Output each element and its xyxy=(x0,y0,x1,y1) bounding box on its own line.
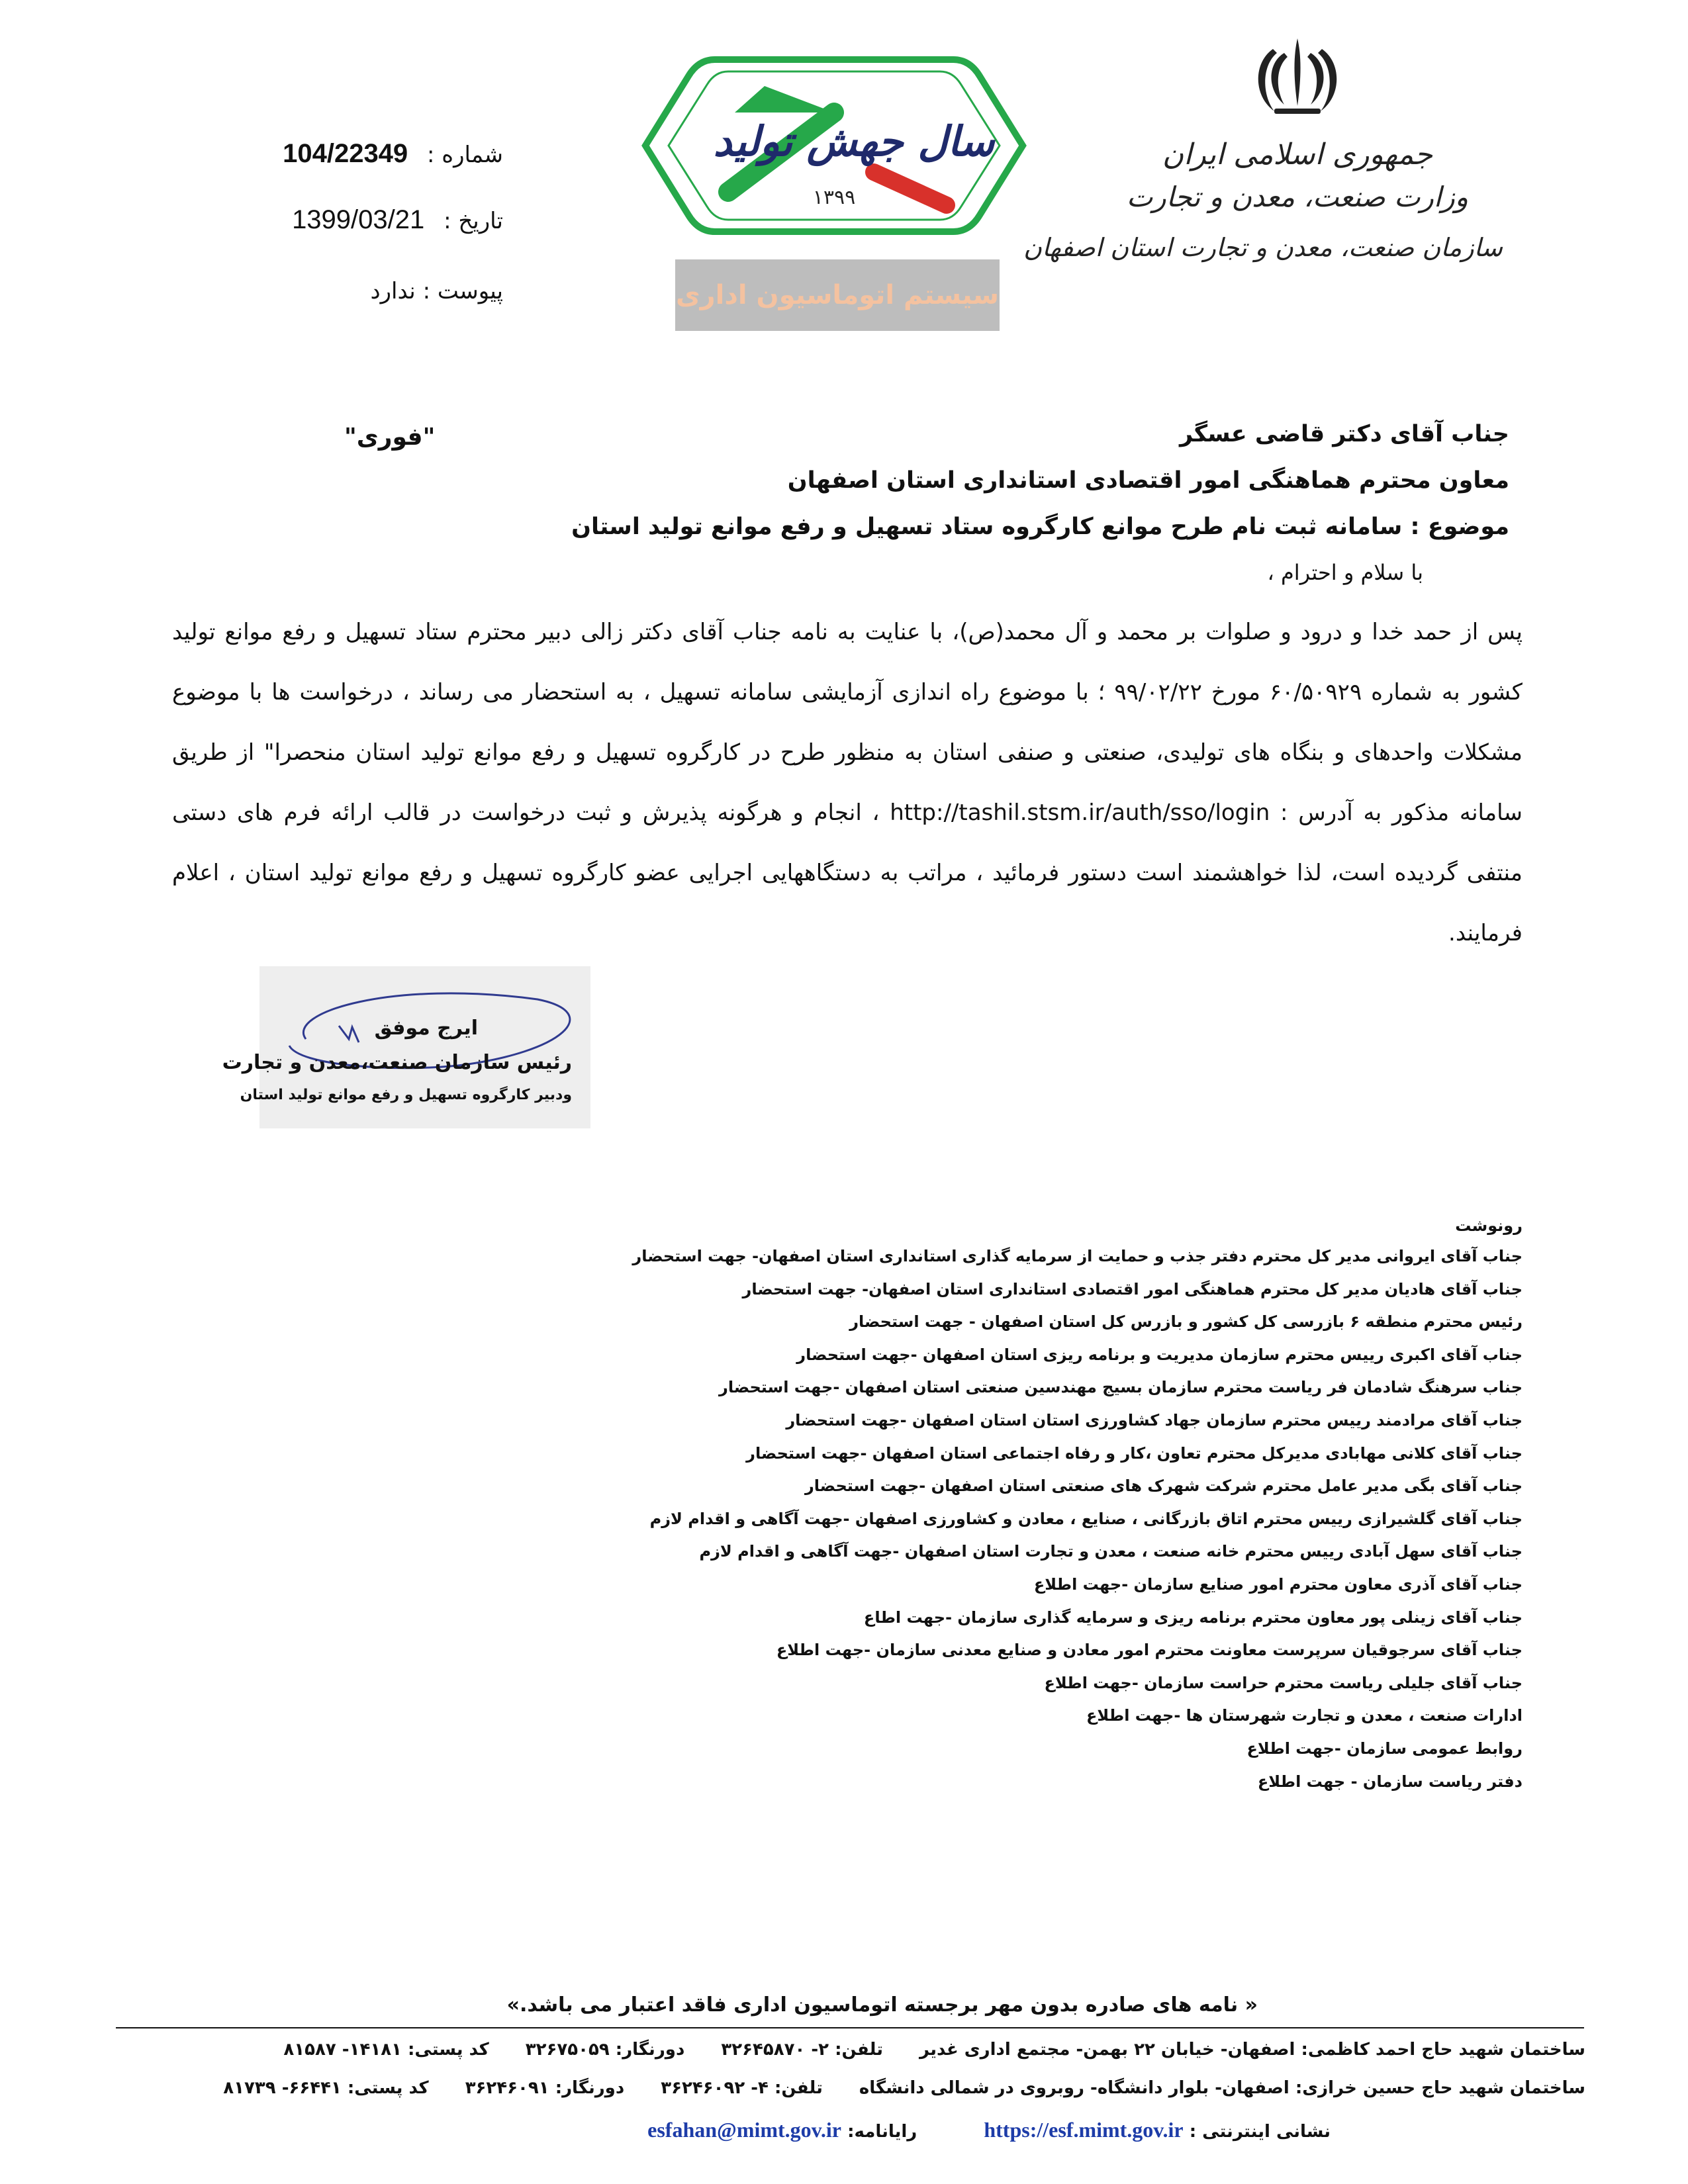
footer-note: « نامه های صادره بدون مهر برجسته اتوماسیون اداری فاقد اعتبار می باشد.» xyxy=(506,1993,1258,2017)
greeting: با سلام و احترام ، xyxy=(1267,560,1423,585)
footer-contacts xyxy=(647,2118,1331,2142)
letter-number-label: شماره : xyxy=(427,142,503,168)
addressee-title: معاون محترم هماهنگی امور اقتصادی استانداری استان اصفهان xyxy=(787,467,1509,494)
letter-subject: موضوع : سامانه ثبت نام طرح موانع کارگروه ستاد تسهیل و رفع موانع تولید استان xyxy=(571,514,1509,540)
copies-heading: رونوشت xyxy=(1455,1216,1523,1235)
list-item: جناب آقای سهل آبادی رییس محترم خانه صنعت ، معدن و تجارت استان اصفهان -جهت آگاهی و اقدام لازم xyxy=(699,1542,1523,1561)
letter-number xyxy=(225,139,503,169)
letter-date xyxy=(225,205,503,235)
list-item: جناب آقای مرادمند رییس محترم سازمان جهاد کشاورزی استان استان اصفهان -جهت استحضار xyxy=(786,1410,1523,1430)
footer-fax-2: دورنگار: ۳۶۲۴۶۰۹۱ xyxy=(465,2078,625,2098)
letter-body: پس از حمد خدا و درود و صلوات بر محمد و آل محمد(ص)، با عنایت به نامه جناب آقای دکتر زالی دبیر محترم ستاد تسهیل و رفع موانع تولید کشور به شماره ۶۰/۵۰۹۲۹ مورخ ۹۹/۰۲/۲۲ ؛ با موضوع راه اندازی آزمایشی سامانه تسهیل ، به استحضار می رساند ، درخواست ها با موضوع مشکلات واحدهای و بنگاه های تولیدی، صنعتی و صنفی استان به منظور طرح در کارگروه تسهیل و رفع موانع تولید استان منحصرا" از طریق سامانه مذکور به آدرس : http://tashil.stsm.ir/auth/sso/login ، انجام و هرگونه پذیرش و ثبت درخواست در قالب ارائه فرم های دستی منتفی گردیده است، لذا خواهشمند است دستور فرمائید ، مراتب به دستگاههایی اجرایی عضو کارگروه تسهیل و رفع موانع تولید استان ، اعلام فرمایند. xyxy=(172,619,1523,946)
letter-date-label: تاریخ : xyxy=(444,208,503,234)
website-label: نشانی اینترنتی : xyxy=(1189,2122,1331,2142)
ministry-line-1: جمهوری اسلامی ایران xyxy=(1162,138,1433,171)
signer-name: ایرج موفق xyxy=(374,1017,478,1040)
footer-address-1 xyxy=(283,2040,1585,2060)
list-item: جناب آقای هادیان مدیر کل محترم هماهنگی امور اقتصادی استانداری استان اصفهان- جهت استحضار xyxy=(742,1279,1523,1298)
footer-postal-2: کد پستی: ۶۶۴۴۱- ۸۱۷۳۹ xyxy=(223,2078,429,2098)
list-item: جناب آقای جلیلی ریاست محترم حراست سازمان -جهت اطلاع xyxy=(1044,1673,1523,1692)
list-item: دفتر ریاست سازمان - جهت اطلاع xyxy=(1257,1772,1523,1791)
copies-list xyxy=(397,1211,1523,1798)
list-item: جناب آقای زینلی پور معاون محترم برنامه ریزی و سرمایه گذاری سازمان -جهت اطاع xyxy=(863,1608,1523,1627)
footer-fax-1: دورنگار: ۳۲۶۷۵۰۵۹ xyxy=(525,2040,685,2060)
list-item: ادارات صنعت ، معدن و تجارت شهرستان ها -جهت اطلاع xyxy=(1086,1706,1523,1725)
footer-phone-2: تلفن: ۴- ۳۶۲۴۶۰۹۲ xyxy=(661,2078,823,2098)
slogan-text: سال جهش تولید xyxy=(713,117,995,165)
list-item: رئیس محترم منطقه ۶ بازرسی کل کشور و بازرس کل استان اصفهان - جهت استحضار xyxy=(849,1312,1523,1332)
list-item: جناب آقای سرجوقیان سرپرست معاونت محترم امور معادن و صنایع معدنی سازمان -جهت اطلاع xyxy=(776,1641,1523,1660)
list-item: جناب آقای آذری معاون محترم امور صنایع سازمان -جهت اطلاع xyxy=(1033,1574,1523,1594)
footer-divider xyxy=(116,2027,1584,2028)
system-label: سیستم اتوماسیون اداری xyxy=(675,259,1000,331)
ministry-header xyxy=(1023,26,1503,338)
list-item: جناب آقای گلشیرازی رییس محترم اتاق بازرگانی ، صنایع ، معادن و کشاورزی اصفهان -جهت آگاهی و اقدام لازم xyxy=(649,1509,1523,1528)
signer-title-1: رئیس سازمان صنعت،معدن و تجارت xyxy=(222,1051,572,1074)
letter-attachment: پیوست : ندارد xyxy=(370,278,503,304)
urgent-mark: "فوری" xyxy=(344,424,436,451)
website-link[interactable]: https://esf.mimt.gov.ir xyxy=(984,2118,1184,2142)
footer-address-2-text: ساختمان شهید حاج حسین خرازی: اصفهان- بلوار دانشگاه- روبروی در شمالی دانشگاه xyxy=(859,2078,1585,2098)
handwritten-signature xyxy=(259,966,590,1128)
ministry-line-2: وزارت صنعت، معدن و تجارت xyxy=(1126,181,1469,213)
email-label: رایانامه: xyxy=(847,2122,917,2142)
list-item: جناب آقای بگی مدیر عامل محترم شرکت شهرک های صنعتی استان اصفهان -جهت استحضار xyxy=(804,1477,1523,1496)
list-item: جناب آقای کلانی مهابادی مدیرکل محترم تعاون ،کار و رفاه اجتماعی استان اصفهان -جهت استحضار xyxy=(746,1443,1523,1463)
footer-address-1-text: ساختمان شهید حاج احمد کاظمی: اصفهان- خیابان ۲۲ بهمن- مجتمع اداری غدیر xyxy=(919,2040,1585,2060)
slogan-year: ۱۳۹۹ xyxy=(812,186,856,209)
iran-emblem-icon xyxy=(1248,26,1347,126)
signer-title-2: ودبیر کارگروه تسهیل و رفع موانع تولید استان xyxy=(240,1087,572,1103)
letter-date-value: 1399/03/21 xyxy=(292,205,425,234)
footer-postal-1: کد پستی: ۱۴۱۸۱- ۸۱۵۸۷ xyxy=(283,2040,489,2060)
list-item: جناب سرهنگ شادمان فر ریاست محترم سازمان بسیج مهندسین صنعتی استان اصفهان -جهت استحضار xyxy=(719,1378,1523,1397)
footer-phone-1: تلفن: ۲- ۳۲۶۴۵۸۷۰ xyxy=(721,2040,883,2060)
letter-number-value: 104/22349 xyxy=(283,139,408,168)
footer-address-2 xyxy=(223,2078,1585,2098)
list-item: روابط عمومی سازمان -جهت اطلاع xyxy=(1246,1739,1523,1758)
list-item: جناب آقای اکبری رییس محترم سازمان مدیریت و برنامه ریزی استان اصفهان -جهت استحضار xyxy=(796,1345,1523,1364)
slogan-badge xyxy=(635,46,1033,245)
email-link[interactable]: esfahan@mimt.gov.ir xyxy=(647,2118,841,2142)
ministry-line-3: سازمان صنعت، معدن و تجارت استان اصفهان xyxy=(1023,233,1503,262)
list-item: جناب آقای ایروانی مدیر کل محترم دفتر جذب و حمایت از سرمایه گذاری استانداری استان اصفهان- جهت استحضار xyxy=(632,1247,1523,1265)
addressee-name: جناب آقای دکتر قاضی عسگر xyxy=(1179,421,1509,447)
signature-block xyxy=(222,966,590,1128)
